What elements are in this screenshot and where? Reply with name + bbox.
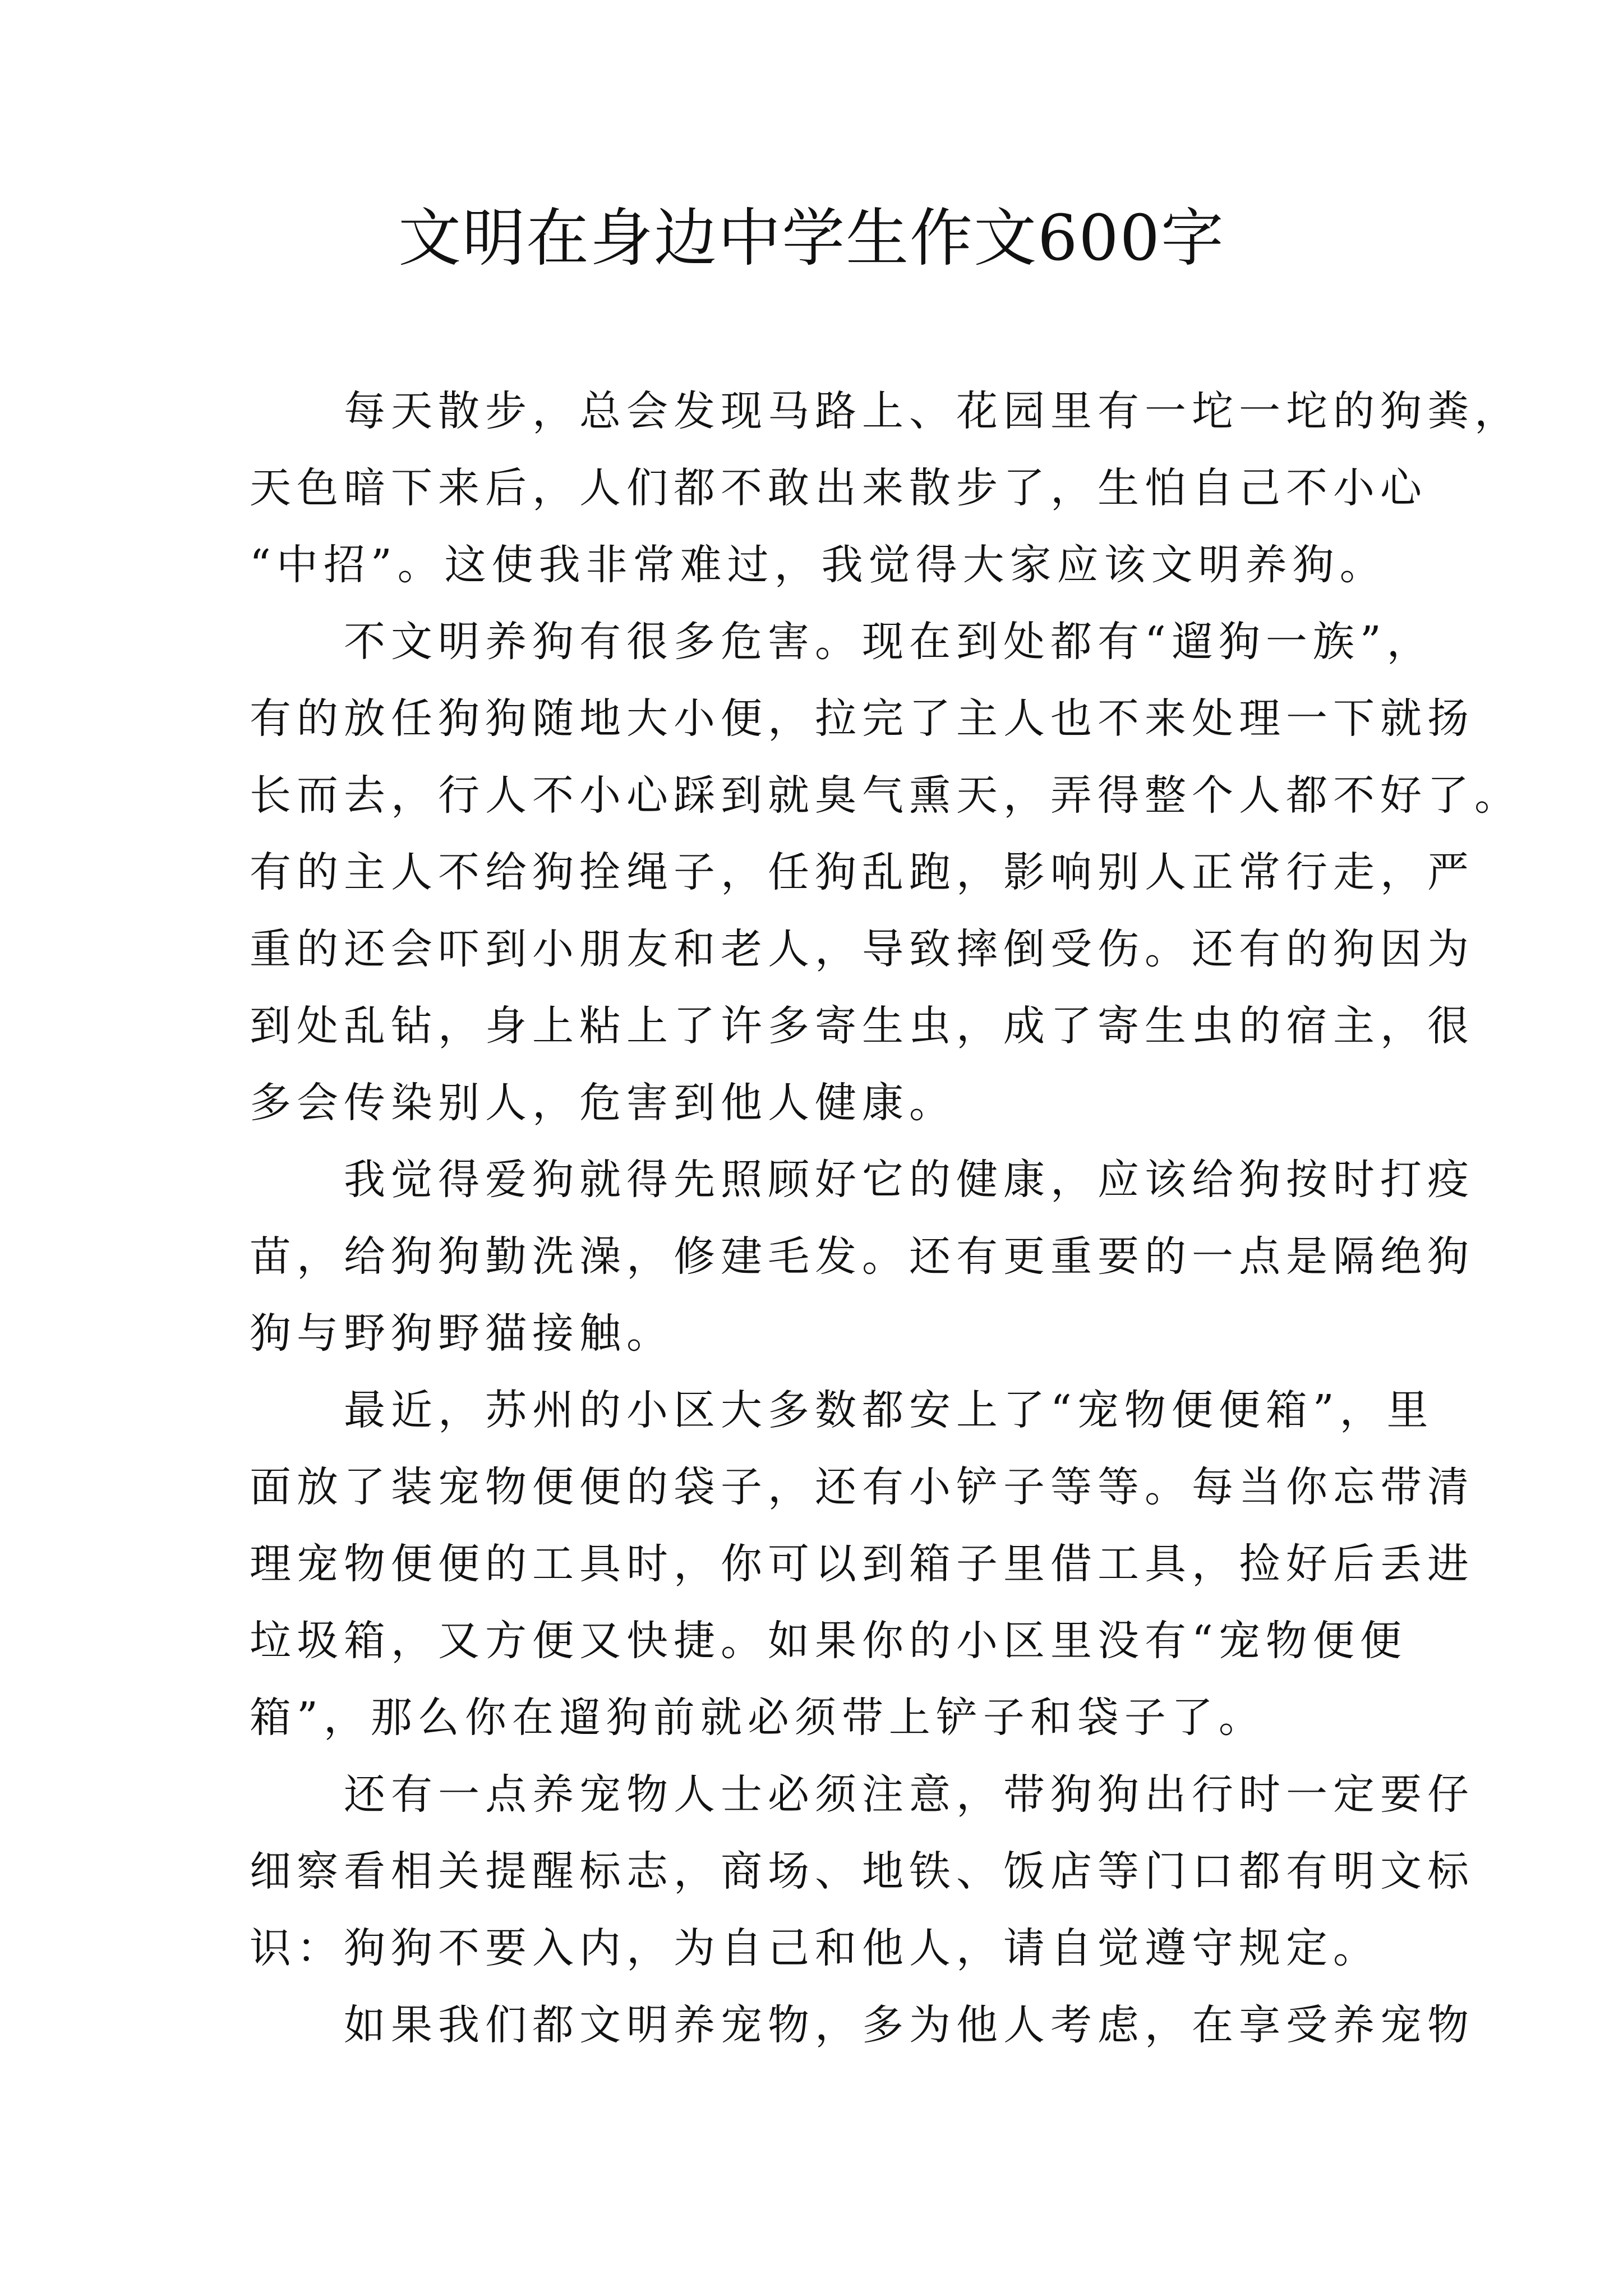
text-line: 狗与野狗野猫接触。: [250, 1309, 674, 1358]
text-line: 重的还会吓到小朋友和老人，导致摔倒受伤。还有的狗因为: [250, 925, 1474, 973]
paragraph-4: [250, 1372, 1474, 1756]
text-line: 长而去，行人不小心踩到就臭气熏天，弄得整个人都不好了。: [250, 771, 1521, 820]
text-line: 面放了装宠物便便的袋子，还有小铲子等等。每当你忘带清: [250, 1463, 1474, 1511]
text-line: 箱”，那么你在遛狗前就必须带上铲子和袋子了。: [250, 1694, 1266, 1742]
text-line: “中招”。这使我非常难过，我觉得大家应该文明养狗。: [250, 541, 1387, 589]
text-line: 我觉得爱狗就得先照顾好它的健康，应该给狗按时打疫: [344, 1156, 1474, 1204]
text-line: 多会传染别人，危害到他人健康。: [250, 1079, 956, 1127]
paragraph-6: [250, 1987, 1474, 2064]
text-line: 理宠物便便的工具时，你可以到箱子里借工具，捡好后丢进: [250, 1540, 1474, 1588]
text-line: 苗，给狗狗勤洗澡，修建毛发。还有更重要的一点是隔绝狗: [250, 1232, 1474, 1281]
text-line: 有的主人不给狗拴绳子，任狗乱跑，影响别人正常行走，严: [250, 848, 1474, 896]
text-line: 每天散步，总会发现马路上、花园里有一坨一坨的狗粪，: [344, 387, 1521, 435]
text-line: 不文明养狗有很多危害。现在到处都有“遛狗一族”，: [344, 618, 1434, 666]
paragraph-1: [250, 373, 1521, 604]
text-line: 还有一点养宠物人士必须注意，带狗狗出行时一定要仔: [344, 1770, 1474, 1819]
text-line: 有的放任狗狗随地大小便，拉完了主人也不来处理一下就扬: [250, 694, 1474, 743]
text-line: 垃圾箱，又方便又快捷。如果你的小区里没有“宠物便便: [250, 1617, 1407, 1665]
paragraph-2: [250, 604, 1521, 1142]
text-line: 最近，苏州的小区大多数都安上了“宠物便便箱”，里: [344, 1386, 1434, 1434]
paragraph-3: [250, 1142, 1474, 1372]
paragraph-5: [250, 1756, 1474, 1987]
text-line: 识：狗狗不要入内，为自己和他人，请自觉遵守规定。: [250, 1924, 1380, 1972]
text-line: 到处乱钻，身上粘上了许多寄生虫，成了寄生虫的宿主，很: [250, 1002, 1474, 1050]
document-title: 文明在身边中学生作文600字: [398, 202, 1225, 275]
text-line: 天色暗下来后，人们都不敢出来散步了，生怕自己不小心: [250, 464, 1427, 512]
text-line: 如果我们都文明养宠物，多为他人考虑，在享受养宠物: [344, 2001, 1474, 2049]
text-line: 细察看相关提醒标志，商场、地铁、饭店等门口都有明文标: [250, 1847, 1474, 1895]
essay-body: [250, 373, 1521, 2064]
